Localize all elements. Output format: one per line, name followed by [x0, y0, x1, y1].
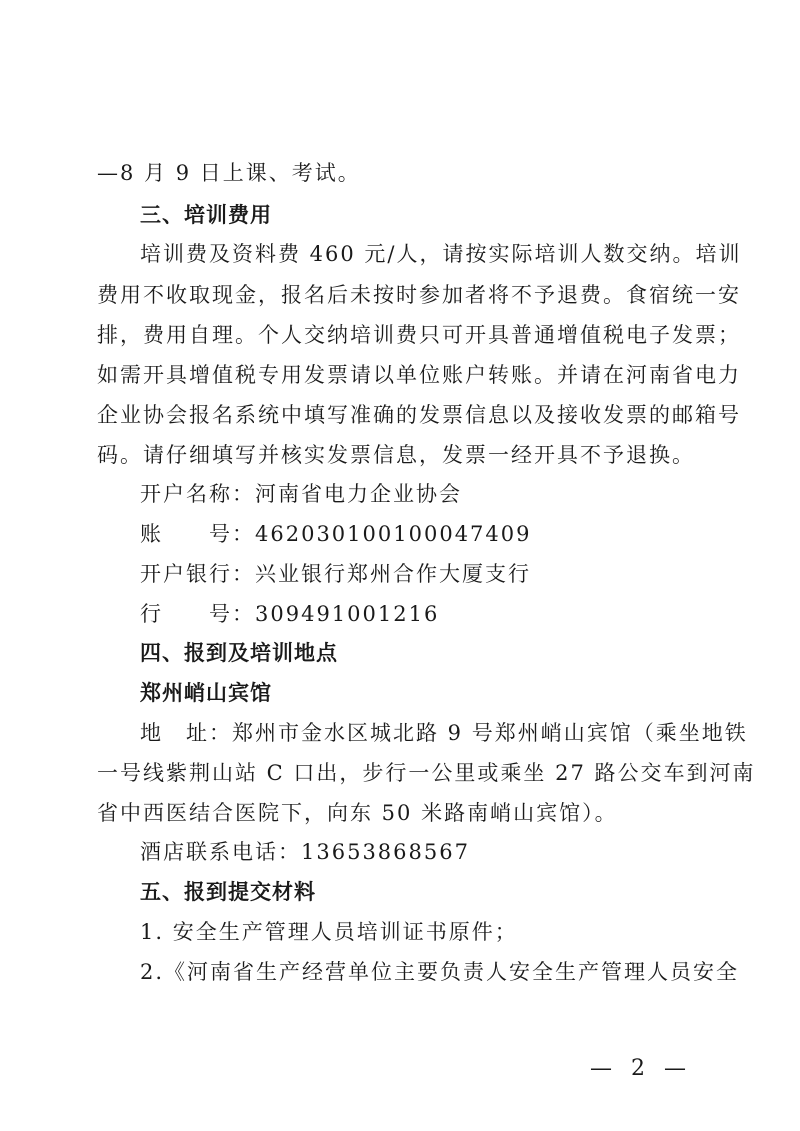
address-line-2: 一号线紫荆山站 C 口出，步行一公里或乘坐 27 路公交车到河南: [97, 761, 756, 785]
section-heading-location: 四、报到及培训地点: [140, 641, 338, 665]
text-line-4: 费用不收取现金，报名后未按时参加者将不予退费。食宿统一安: [97, 283, 741, 307]
text-line-8: 码。请仔细填写并核实发票信息，发票一经开具不予退换。: [97, 443, 695, 467]
account-number: 账 号：462030100100047409: [140, 522, 532, 546]
address-line-3: 省中西医结合医院下，向东 50 米路南峭山宾馆）。: [97, 801, 618, 825]
section-heading-materials: 五、报到提交材料: [140, 880, 316, 904]
hotel-phone: 酒店联系电话：13653868567: [140, 840, 470, 864]
address-line-1: 地 址：郑州市金水区城北路 9 号郑州峭山宾馆（乘坐地铁: [140, 721, 748, 745]
text-line-5: 排，费用自理。个人交纳培训费只可开具普通增值税电子发票；: [97, 323, 741, 347]
text-line-1: —8 月 9 日上课、考试。: [97, 161, 361, 185]
material-item-1: 1. 安全生产管理人员培训证书原件；: [140, 920, 518, 944]
text-line-3: 培训费及资料费 460 元/人，请按实际培训人数交纳。培训: [140, 242, 742, 266]
hotel-name: 郑州峭山宾馆: [140, 681, 272, 705]
page-number: — 2 —: [590, 1056, 692, 1081]
bank-code: 行 号：309491001216: [140, 602, 440, 626]
section-heading-fees: 三、培训费用: [140, 203, 272, 227]
account-bank: 开户银行：兴业银行郑州合作大厦支行: [140, 562, 531, 586]
account-name: 开户名称：河南省电力企业协会: [140, 482, 462, 506]
text-line-6: 如需开具增值税专用发票请以单位账户转账。并请在河南省电力: [97, 363, 741, 387]
text-line-7: 企业协会报名系统中填写准确的发票信息以及接收发票的邮箱号: [97, 403, 741, 427]
material-item-2: 2.《河南省生产经营单位主要负责人安全生产管理人员安全: [140, 960, 740, 984]
